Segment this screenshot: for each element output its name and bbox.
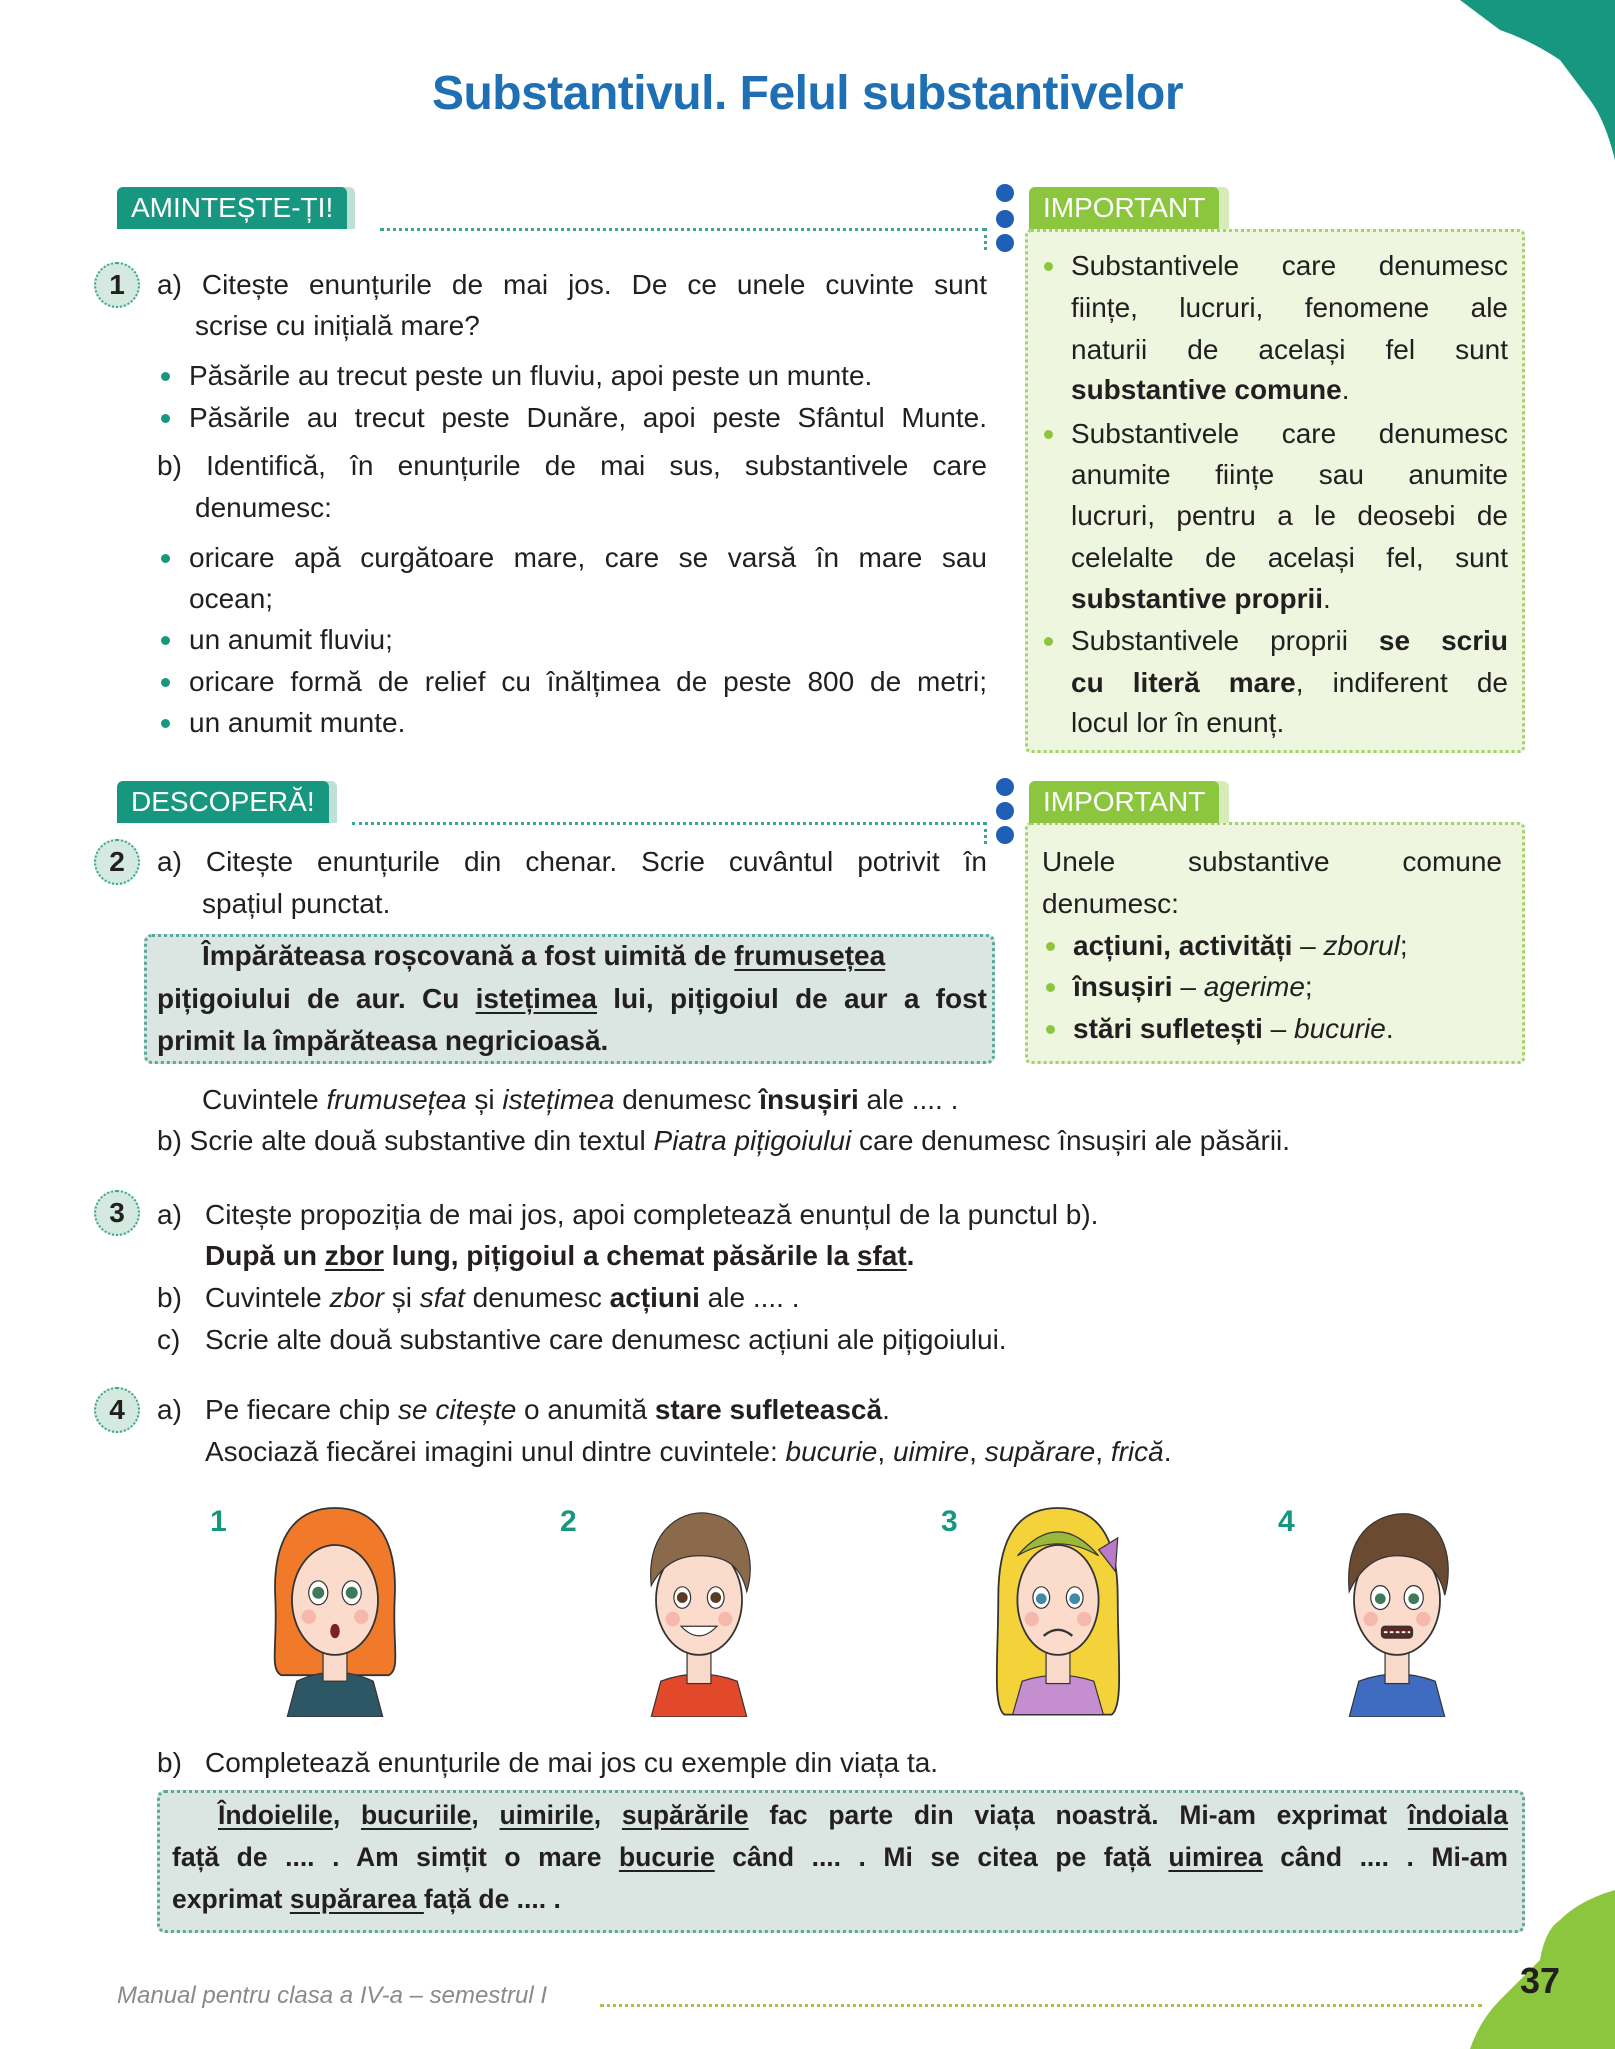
- text-segment: sfat: [856, 1240, 907, 1271]
- text-segment: când .... . Mi-am: [1262, 1842, 1508, 1872]
- text-segment: ,: [332, 1800, 361, 1830]
- box-line: [172, 1878, 561, 1920]
- binding-dot-icon: [996, 778, 1014, 796]
- text-segment: ,: [969, 1436, 985, 1467]
- text-segment: b) Scrie alte două substantive din textul: [157, 1125, 654, 1156]
- text-segment: frumusețea: [326, 1084, 467, 1115]
- text-segment: Substantivele care denumesc: [1071, 250, 1508, 281]
- text-segment: ,: [471, 1800, 500, 1830]
- text-segment: care denumesc însușiri ale păsării.: [851, 1125, 1291, 1156]
- box-line: [202, 935, 885, 977]
- item-label: a): [157, 1199, 182, 1230]
- binding-dot-icon: [996, 210, 1014, 228]
- text-segment: însușiri: [759, 1084, 859, 1115]
- text-segment: ,: [1095, 1436, 1111, 1467]
- text-segment: ale .... .: [699, 1282, 800, 1313]
- item-label: b): [157, 1747, 182, 1778]
- text-segment: .: [906, 1240, 915, 1271]
- remember-badge: AMINTEȘTE-ȚI!: [117, 187, 347, 229]
- exercise-line: [205, 1319, 1007, 1361]
- text-segment: Substantivele care denumesc: [1071, 418, 1508, 449]
- box-line: [157, 978, 987, 1020]
- text-segment: denumesc: [464, 1282, 610, 1313]
- important-line: [1042, 841, 1502, 883]
- binding-dot-icon: [996, 234, 1014, 252]
- bullet-icon: [1044, 262, 1053, 271]
- text-segment: istețimea: [475, 983, 597, 1014]
- text-segment: exprimat: [172, 1884, 290, 1914]
- footer-divider: [600, 2004, 1482, 2007]
- exercise-line: [205, 1277, 800, 1319]
- exercise-number: 4: [94, 1387, 140, 1433]
- text-segment: denumesc:: [195, 492, 332, 523]
- text-segment: frică: [1110, 1436, 1164, 1467]
- text-segment: sfat: [419, 1282, 465, 1313]
- text-segment: zbor: [324, 1240, 384, 1271]
- text-segment: fac parte din viața noastră. Mi-am exprimat: [748, 1800, 1408, 1830]
- face-number: 2: [560, 1505, 577, 1538]
- text-segment: o anumită: [516, 1394, 655, 1425]
- exercise-line: [205, 1431, 1172, 1473]
- text-segment: substantive proprii: [1071, 583, 1324, 614]
- text-segment: față de .... . Am simțit o mare: [172, 1842, 619, 1872]
- exercise-line: [205, 1194, 1098, 1236]
- text-segment: Asociază fiecărei imagini unul dintre cuvintele:: [205, 1436, 786, 1467]
- face-number: 4: [1278, 1505, 1295, 1538]
- binding-dot-icon: [996, 184, 1014, 202]
- exercise-line: [189, 537, 987, 579]
- text-segment: substantive comune: [1071, 374, 1342, 405]
- text-segment: Păsările au trecut peste un fluviu, apoi peste un munte.: [189, 360, 873, 391]
- text-segment: și: [383, 1282, 420, 1313]
- text-segment: b) Identifică, în enunțurile de mai sus, substantivele care: [157, 450, 987, 481]
- text-segment: față de .... .: [423, 1884, 561, 1914]
- text-segment: când .... . Mi se citea pe față: [714, 1842, 1169, 1872]
- text-segment: pițigoiului de aur. Cu: [157, 983, 476, 1014]
- text-segment: bucurie: [785, 1436, 878, 1467]
- text-segment: celelalte de același fel, sunt: [1071, 542, 1508, 573]
- text-segment: Unele substantive comune: [1042, 846, 1502, 877]
- item-label: c): [157, 1324, 181, 1355]
- text-segment: uimirea: [1168, 1842, 1263, 1872]
- text-segment: bucurie: [1294, 1013, 1386, 1044]
- discover-badge: DESCOPERĂ!: [117, 781, 329, 823]
- text-segment: ființe, lucruri, fenomene ale: [1071, 292, 1508, 323]
- face-illustration-sad: [973, 1502, 1143, 1717]
- page-title: Substantivul. Felul substantivelor: [431, 67, 1184, 120]
- text-segment: denumesc: [614, 1084, 760, 1115]
- text-segment: uimirile: [499, 1800, 594, 1830]
- text-segment: spațiul punctat.: [202, 888, 391, 919]
- dotted-divider: [352, 822, 986, 825]
- text-segment: Împărăteasa roșcovană a fost uimită de: [202, 940, 735, 971]
- text-segment: supărare: [984, 1436, 1096, 1467]
- text-segment: un anumit munte.: [189, 707, 406, 738]
- text-segment: ;: [1399, 930, 1408, 961]
- exercise-line: [157, 1120, 1290, 1162]
- bullet-icon: [1044, 637, 1053, 646]
- text-segment: scrise cu inițială mare?: [195, 310, 480, 341]
- text-segment: uimire: [892, 1436, 970, 1467]
- exercise-line: [195, 305, 480, 347]
- text-segment: –: [1292, 930, 1324, 961]
- text-segment: După un: [205, 1240, 325, 1271]
- item-label: a): [157, 1394, 182, 1425]
- text-segment: , indiferent de: [1295, 667, 1508, 698]
- text-segment: bucuriile: [360, 1800, 472, 1830]
- text-segment: oricare apă curgătoare mare, care se varsă în mare sau: [189, 542, 987, 573]
- binding-dot-icon: [996, 802, 1014, 820]
- text-segment: ,: [593, 1800, 622, 1830]
- text-segment: stare sufletească: [654, 1394, 883, 1425]
- important-line: [1071, 329, 1508, 371]
- dotted-divider: [380, 228, 986, 231]
- text-segment: zbor: [329, 1282, 384, 1313]
- text-segment: denumesc:: [1042, 888, 1179, 919]
- bullet-icon: [1044, 430, 1053, 439]
- text-segment: locul lor în enunț.: [1071, 707, 1285, 738]
- important-line: [1071, 662, 1508, 704]
- bullet-icon: [161, 719, 170, 728]
- important-line: [1071, 413, 1508, 455]
- exercise-line: [189, 355, 872, 397]
- item-label: b): [157, 1282, 182, 1313]
- text-segment: zborul: [1323, 930, 1400, 961]
- bullet-icon: [1046, 942, 1055, 951]
- important-line: [1071, 369, 1350, 411]
- text-segment: stări sufletești: [1073, 1013, 1263, 1044]
- face-illustration-happy: [614, 1502, 784, 1717]
- text-segment: .: [1385, 1013, 1394, 1044]
- text-segment: lucruri, pentru a le deosebi de: [1071, 500, 1508, 531]
- text-segment: ocean;: [189, 583, 274, 614]
- text-segment: Substantivele proprii: [1071, 625, 1379, 656]
- exercise-line: [157, 841, 987, 883]
- exercise-line: [157, 445, 987, 487]
- text-segment: Scrie alte două substantive care denumesc acțiuni ale pițigoiului.: [205, 1324, 1007, 1355]
- exercise-line: [195, 487, 332, 529]
- important-line: [1071, 245, 1508, 287]
- text-segment: se scriu: [1378, 625, 1508, 656]
- exercise-line: [189, 578, 273, 620]
- text-segment: îndoiala: [1407, 1800, 1508, 1830]
- exercise-line: [205, 1389, 890, 1431]
- text-segment: anumite ființe sau anumite: [1071, 459, 1508, 490]
- text-segment: –: [1172, 971, 1204, 1002]
- exercise-number: 2: [94, 839, 140, 885]
- important-line: [1071, 287, 1508, 329]
- dotted-divider: [984, 228, 987, 250]
- exercise-line: [157, 264, 987, 306]
- exercise-line: [202, 883, 390, 925]
- text-segment: lung, pițigoiul a chemat păsările la: [383, 1240, 857, 1271]
- face-number: 3: [941, 1505, 958, 1538]
- text-segment: .: [1341, 374, 1350, 405]
- exercise-number: 1: [94, 262, 140, 308]
- face-illustration-surprised: [250, 1502, 420, 1717]
- text-segment: agerime: [1203, 971, 1305, 1002]
- text-segment: bucurie: [618, 1842, 715, 1872]
- text-segment: se citește: [398, 1394, 517, 1425]
- text-segment: naturii de același fel sunt: [1071, 334, 1508, 365]
- binding-dot-icon: [996, 826, 1014, 844]
- text-segment: Cuvintele: [205, 1282, 330, 1313]
- exercise-line: [189, 661, 987, 703]
- text-segment: a) Citește enunțurile de mai jos. De ce unele cuvinte sunt: [157, 269, 987, 300]
- important-line: [1073, 925, 1408, 967]
- text-segment: supărarea: [289, 1884, 424, 1914]
- text-segment: Păsările au trecut peste Dunăre, apoi peste Sfântul Munte.: [189, 402, 987, 433]
- bullet-icon: [161, 678, 170, 687]
- exercise-line: [189, 397, 987, 439]
- important-line: [1071, 495, 1508, 537]
- text-segment: primit la împărăteasa negricioasă.: [157, 1025, 609, 1056]
- text-segment: cu literă mare: [1071, 667, 1296, 698]
- text-segment: .: [882, 1394, 890, 1425]
- text-segment: Completează enunțurile de mai jos cu exemple din viața ta.: [205, 1747, 939, 1778]
- important-line: [1071, 578, 1331, 620]
- important-badge: IMPORTANT: [1029, 781, 1219, 823]
- bullet-icon: [161, 372, 170, 381]
- text-segment: acțiuni, activități: [1073, 930, 1293, 961]
- exercise-number: 3: [94, 1190, 140, 1236]
- text-segment: Pe fiecare chip: [205, 1394, 398, 1425]
- bullet-icon: [1046, 1025, 1055, 1034]
- text-segment: Citește propoziția de mai jos, apoi completează enunțul de la punctul b).: [205, 1199, 1099, 1230]
- text-segment: a) Citește enunțurile din chenar. Scrie cuvântul potrivit în: [157, 846, 987, 877]
- text-segment: ale .... .: [858, 1084, 959, 1115]
- bullet-icon: [161, 414, 170, 423]
- text-segment: –: [1262, 1013, 1294, 1044]
- exercise-line: [205, 1235, 914, 1277]
- text-segment: și: [466, 1084, 503, 1115]
- important-line: [1073, 1008, 1394, 1050]
- face-number: 1: [210, 1505, 227, 1538]
- text-segment: lui, pițigoiul de aur a fost: [597, 983, 987, 1014]
- text-segment: Piatra pițigoiului: [653, 1125, 852, 1156]
- important-line: [1073, 966, 1313, 1008]
- text-segment: un anumit fluviu;: [189, 624, 393, 655]
- text-segment: istețimea: [502, 1084, 615, 1115]
- text-segment: ;: [1304, 971, 1313, 1002]
- important-line: [1071, 702, 1284, 744]
- text-segment: Îndoielile: [218, 1800, 333, 1830]
- text-segment: frumusețea: [734, 940, 886, 971]
- important-badge: IMPORTANT: [1029, 187, 1219, 229]
- box-line: [218, 1794, 1508, 1836]
- footer-text: Manual pentru clasa a IV-a – semestrul I: [117, 1982, 547, 2009]
- text-segment: .: [1323, 583, 1331, 614]
- important-line: [1042, 883, 1179, 925]
- bullet-icon: [161, 636, 170, 645]
- bullet-icon: [1046, 983, 1055, 992]
- face-illustration-scared: [1312, 1502, 1482, 1717]
- box-line: [157, 1020, 608, 1062]
- important-line: [1071, 454, 1508, 496]
- exercise-line: [205, 1742, 938, 1784]
- exercise-line: [189, 619, 393, 661]
- text-segment: însușiri: [1073, 971, 1173, 1002]
- exercise-line: [189, 702, 405, 744]
- box-line: [172, 1836, 1508, 1878]
- important-line: [1071, 537, 1508, 579]
- text-segment: supărările: [621, 1800, 749, 1830]
- text-segment: ,: [877, 1436, 893, 1467]
- bullet-icon: [161, 554, 170, 563]
- text-segment: Cuvintele: [202, 1084, 327, 1115]
- text-segment: acțiuni: [609, 1282, 700, 1313]
- exercise-line: [202, 1079, 958, 1121]
- text-segment: oricare formă de relief cu înălțimea de peste 800 de metri;: [189, 666, 987, 697]
- page-number: 37: [1520, 1960, 1561, 2001]
- text-segment: .: [1163, 1436, 1172, 1467]
- important-line: [1071, 620, 1508, 662]
